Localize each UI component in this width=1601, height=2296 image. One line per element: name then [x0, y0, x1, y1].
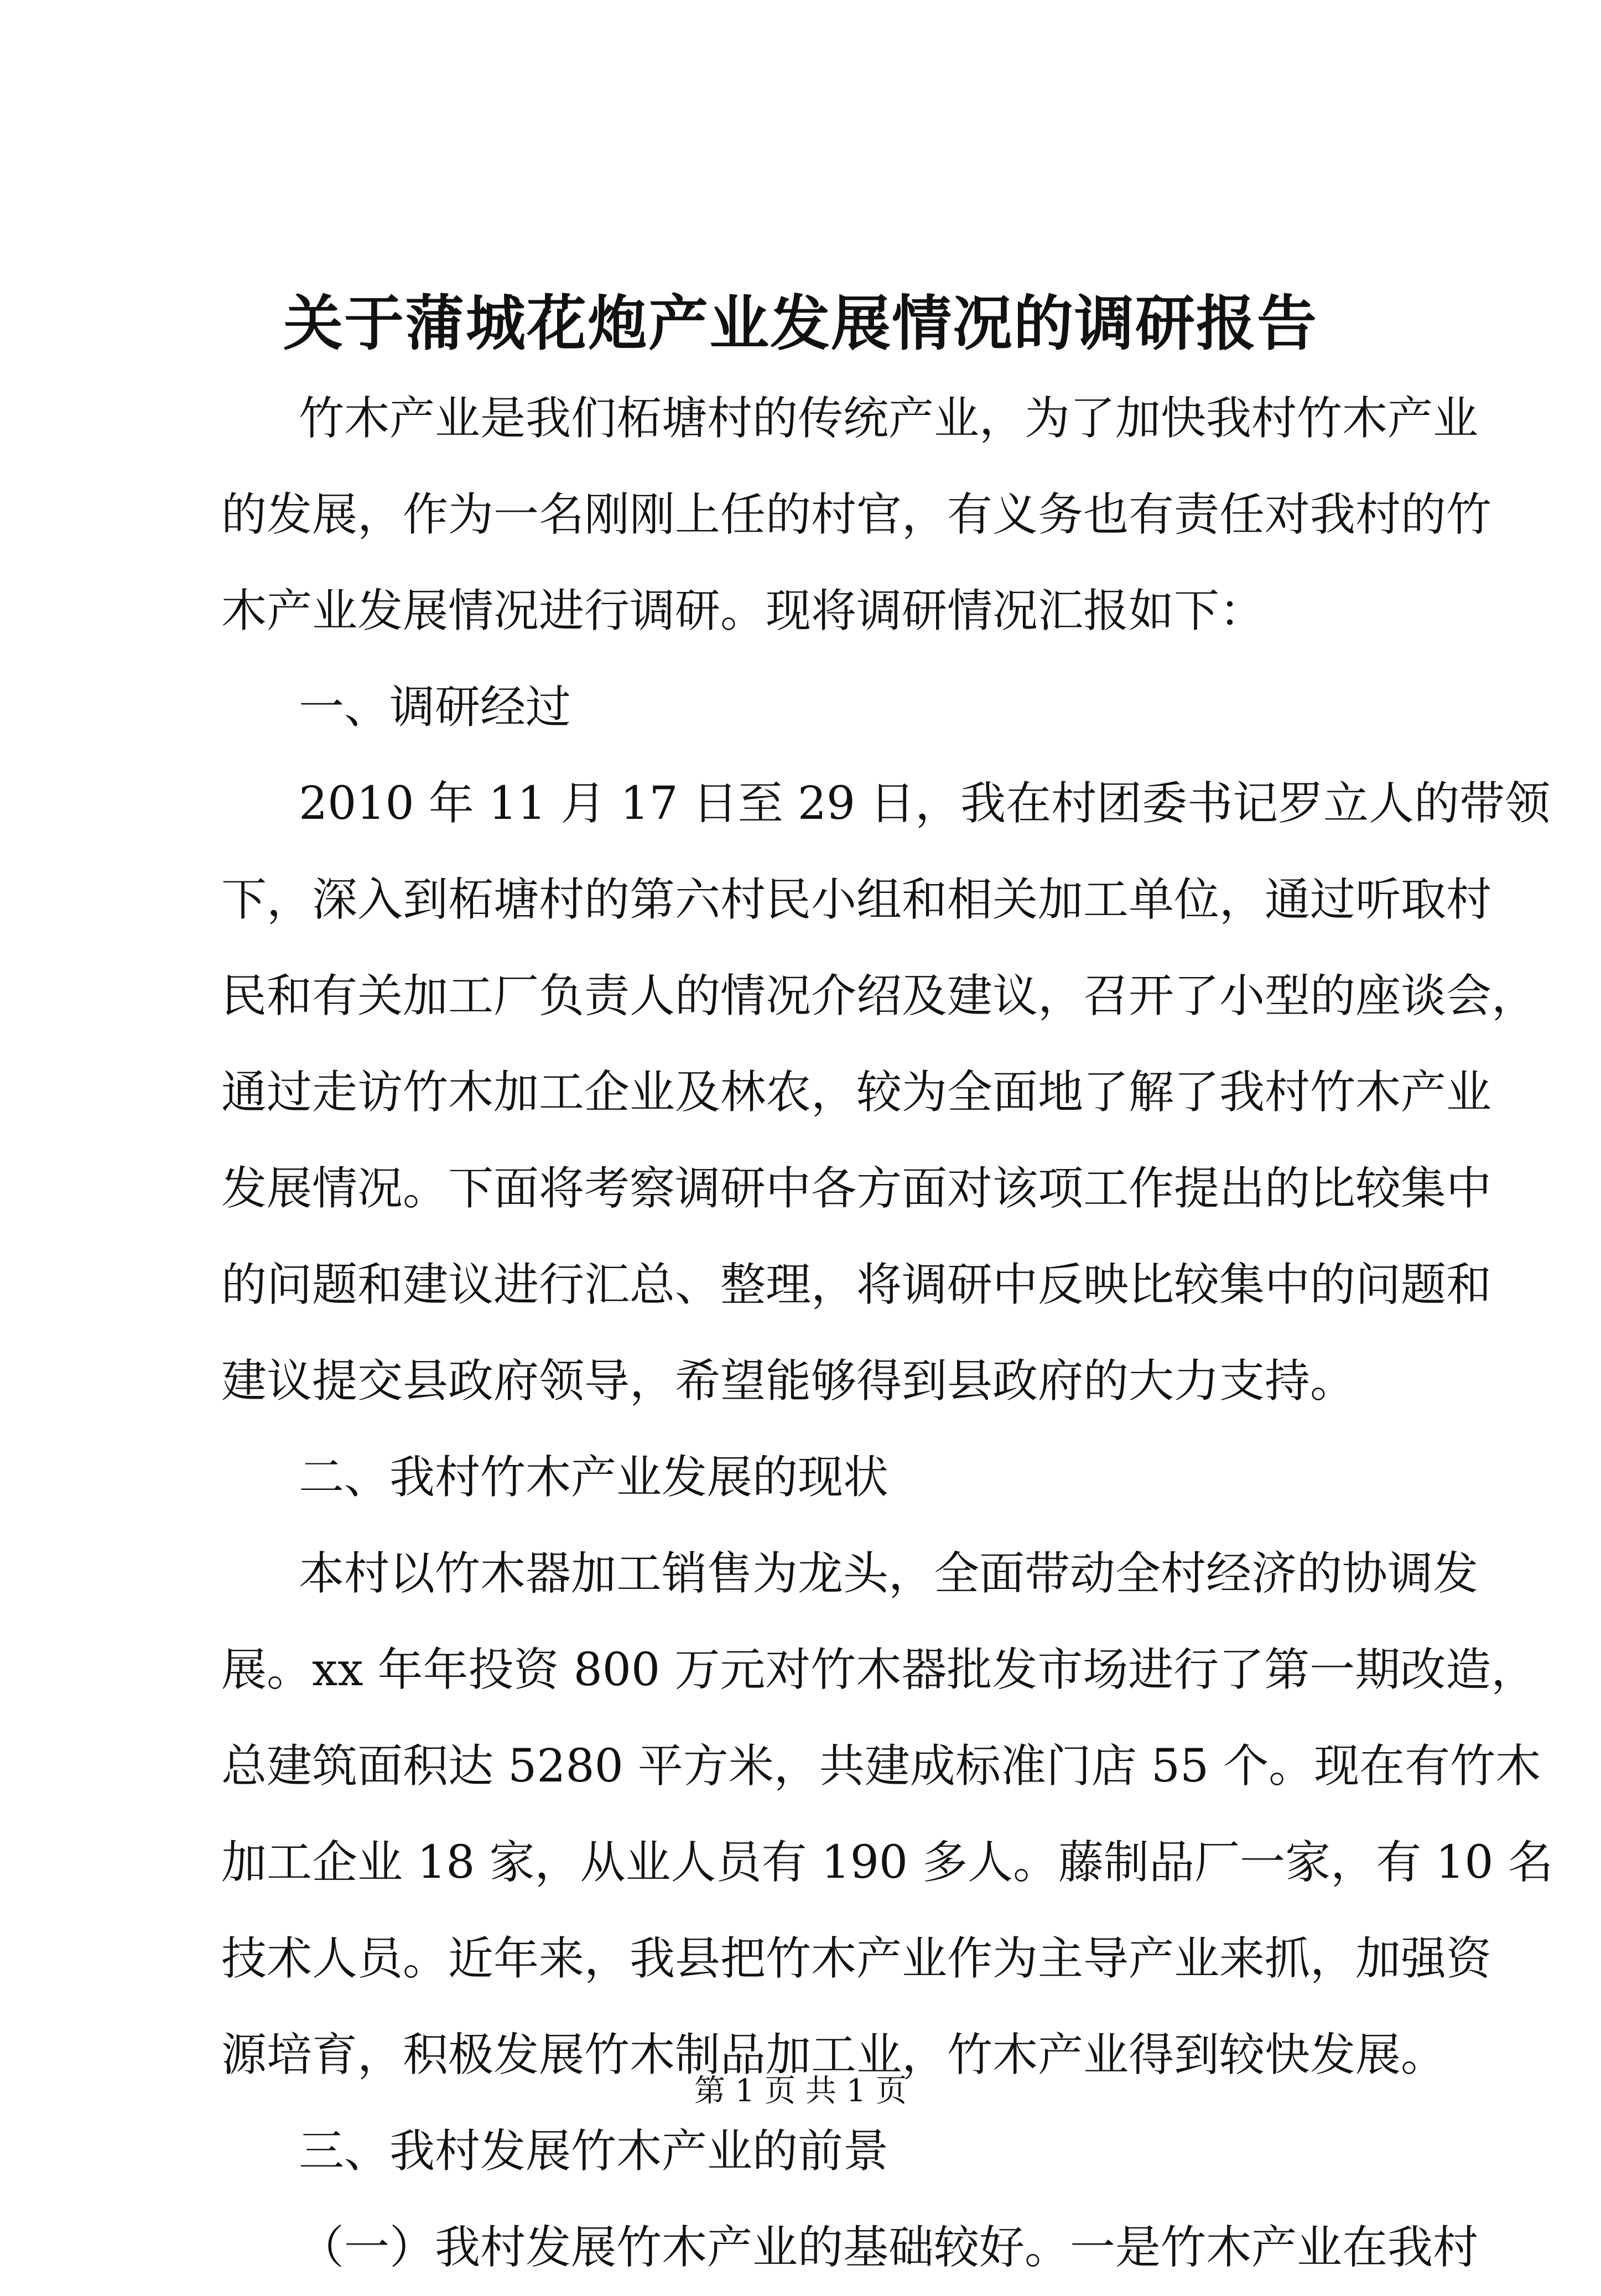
section-heading: 一、调研经过: [299, 681, 571, 734]
document-title: 关于蒲城花炮产业发展情况的调研报告: [283, 289, 1318, 359]
text-line: 总建筑面积达 5280 平方米，共建成标准门店 55 个。现在有竹木: [221, 1740, 1541, 1793]
text-line: 源培育，积极发展竹木制品加工业，竹木产业得到较快发展。: [221, 2029, 1447, 2081]
text-line: 民和有关加工厂负责人的情况介绍及建议，召开了小型的座谈会，: [221, 970, 1537, 1022]
text-line: （一）我村发展竹木产业的基础较好。一是竹木产业在我村: [299, 2221, 1479, 2274]
text-line: 木产业发展情况进行调研。现将调研情况汇报如下：: [221, 585, 1265, 637]
text-line: 通过走访竹木加工企业及林农，较为全面地了解了我村竹木产业: [221, 1066, 1492, 1119]
text-line: 下，深入到柘塘村的第六村民小组和相关加工单位，通过听取村: [221, 874, 1492, 926]
text-line: 的发展，作为一名刚刚上任的村官，有义务也有责任对我村的竹: [221, 489, 1492, 541]
text-line: 加工企业 18 家，从业人员有 190 多人。藤制品厂一家，有 10 名: [221, 1836, 1553, 1889]
text-line: 建议提交县政府领导，希望能够得到县政府的大力支持。: [221, 1355, 1356, 1407]
section-heading: 二、我村竹木产业发展的现状: [299, 1451, 889, 1504]
text-line: 技术人员。近年来，我县把竹木产业作为主导产业来抓，加强资: [221, 1933, 1492, 1985]
text-line: 的问题和建议进行汇总、整理，将调研中反映比较集中的问题和: [221, 1259, 1492, 1311]
document-body: [221, 371, 1553, 2296]
text-line: 本村以竹木器加工销售为龙头，全面带动全村经济的协调发: [299, 1547, 1479, 1600]
text-line: 竹木产业是我们柘塘村的传统产业，为了加快我村竹木产业: [299, 392, 1479, 445]
text-line: 发展情况。下面将考察调研中各方面对该项工作提出的比较集中: [221, 1162, 1492, 1215]
text-line: 2010 年 11 月 17 日至 29 日，我在村团委书记罗立人的带领: [299, 777, 1551, 830]
text-line: 展。xx 年年投资 800 万元对竹木器批发市场进行了第一期改造，: [221, 1644, 1537, 1696]
page-footer: 第 1 页 共 1 页: [694, 2073, 907, 2109]
section-heading: 三、我村发展竹木产业的前景: [299, 2125, 889, 2178]
